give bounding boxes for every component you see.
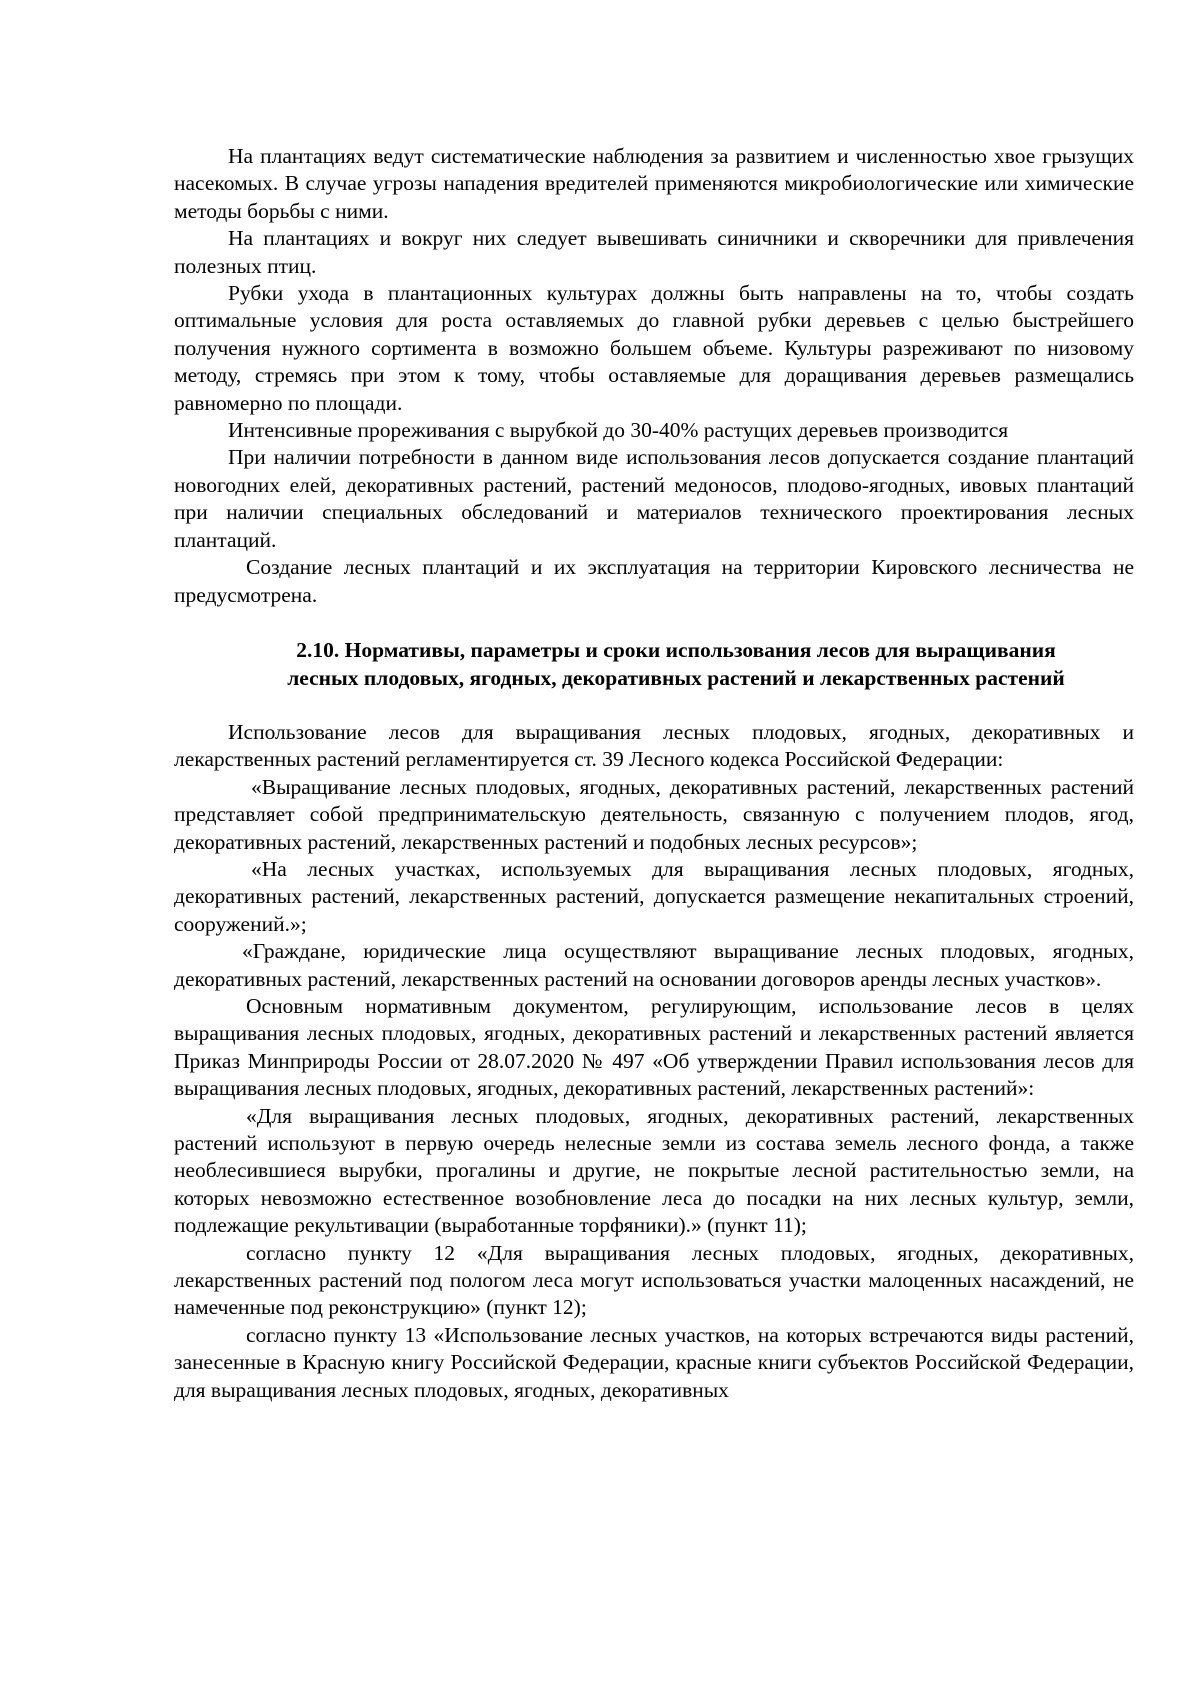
- paragraph-quote-citizens: «Граждане, юридические лица осуществляют выращивание лесных плодовых, ягодных, декоративных растений, лекарственных растений на основании договоров аренды лесных участков».: [174, 939, 1134, 991]
- paragraph-thinning: Рубки ухода в плантационных культурах должны быть направлены на то, чтобы создать оптимальные условия для роста оставляемых до главной рубки деревьев с целью быстрейшего получения нужного сортимента в возможно большем объеме. Культуры разреживают по низовому методу, стремясь при этом к тому, чтобы оставляемые для доращивания деревьев размещались равномерно по площади.: [174, 281, 1134, 415]
- spacer: [174, 692, 1134, 719]
- section-heading-line1: 2.10. Нормативы, параметры и сроки использования лесов для выращивания: [296, 637, 1056, 662]
- paragraph-quote-cultivation: «Выращивание лесных плодовых, ягодных, декоративных растений, лекарственных растений представляет собой предпринимательскую деятельность, связанную с получением плодов, ягод, декоративных растений, лекарственных растений и подобных лесных ресурсов»;: [174, 774, 1134, 854]
- paragraph-plantation-creation: При наличии потребности в данном виде использования лесов допускается создание плантаций новогодних елей, декоративных растений, растений медоносов, плодово-ягодных, ивовых плантаций при наличии специальных обследований и материалов технического проектирования лесных плантаций.: [174, 445, 1134, 552]
- paragraph-point-11: «Для выращивания лесных плодовых, ягодных, декоративных растений, лекарственных растений используют в первую очередь нелесные земли из состава земель лесного фонда, а также необлесившиеся вырубки, прогалины и другие, не покрытые лесной растительностью земли, на которых невозможно естественное возобновление леса до посадки на них лесных культур, земли, подлежащие рекультивации (выработанные торфяники).» (пункт 11);: [174, 1103, 1134, 1238]
- paragraph-point-13: согласно пункту 13 «Использование лесных участков, на которых встречаются виды растений, занесенные в Красную книгу Российской Федерации, красные книги субъектов Российской Федерации, для выращивания лесных плодовых, ягодных, декоративных: [174, 1322, 1134, 1402]
- paragraph-not-planned: Создание лесных плантаций и их эксплуатация на территории Кировского лесничества не предусмотрена.: [174, 555, 1134, 607]
- paragraph-birdhouses: На плантациях и вокруг них следует вывешивать синичники и скворечники для привлечения полезных птиц.: [174, 226, 1134, 278]
- paragraph-intensive-thinning: Интенсивные прореживания с вырубкой до 30-40% растущих деревьев производится: [228, 418, 1009, 443]
- paragraph-main-regulation: Основным нормативным документом, регулирующим, использование лесов в целях выращивания лесных плодовых, ягодных, декоративных растений и лекарственных растений является Приказ Минприроды России от 28.07.2020 № 497 «Об утверждении Правил использования лесов для выращивания лесных плодовых, ягодных, декоративных растений, лекарственных растений»:: [174, 993, 1134, 1101]
- document-page: [174, 143, 1134, 1404]
- paragraph-monitoring: На плантациях ведут систематические наблюдения за развитием и численностью хвое грызущих насекомых. В случае угрозы нападения вредителей применяются микробиологические или химические методы борьбы с ними.: [174, 144, 1134, 223]
- paragraph-article-39: Использование лесов для выращивания лесных плодовых, ягодных, декоративных и лекарственных растений регламентируется ст. 39 Лесного кодекса Российской Федерации:: [174, 719, 1134, 772]
- paragraph-quote-structures: «На лесных участках, используемых для выращивания лесных плодовых, ягодных, декоративных растений, лекарственных растений, допускается размещение некапитальных строений, сооружений.»;: [174, 856, 1134, 936]
- spacer: [174, 609, 1134, 636]
- section-heading-line2: лесных плодовых, ягодных, декоративных растений и лекарственных растений: [287, 665, 1065, 690]
- paragraph-point-12: согласно пункту 12 «Для выращивания лесных плодовых, ягодных, декоративных, лекарственных растений под пологом леса могут использоваться участки малоценных насаждений, не намеченные под реконструкцию» (пункт 12);: [174, 1240, 1134, 1320]
